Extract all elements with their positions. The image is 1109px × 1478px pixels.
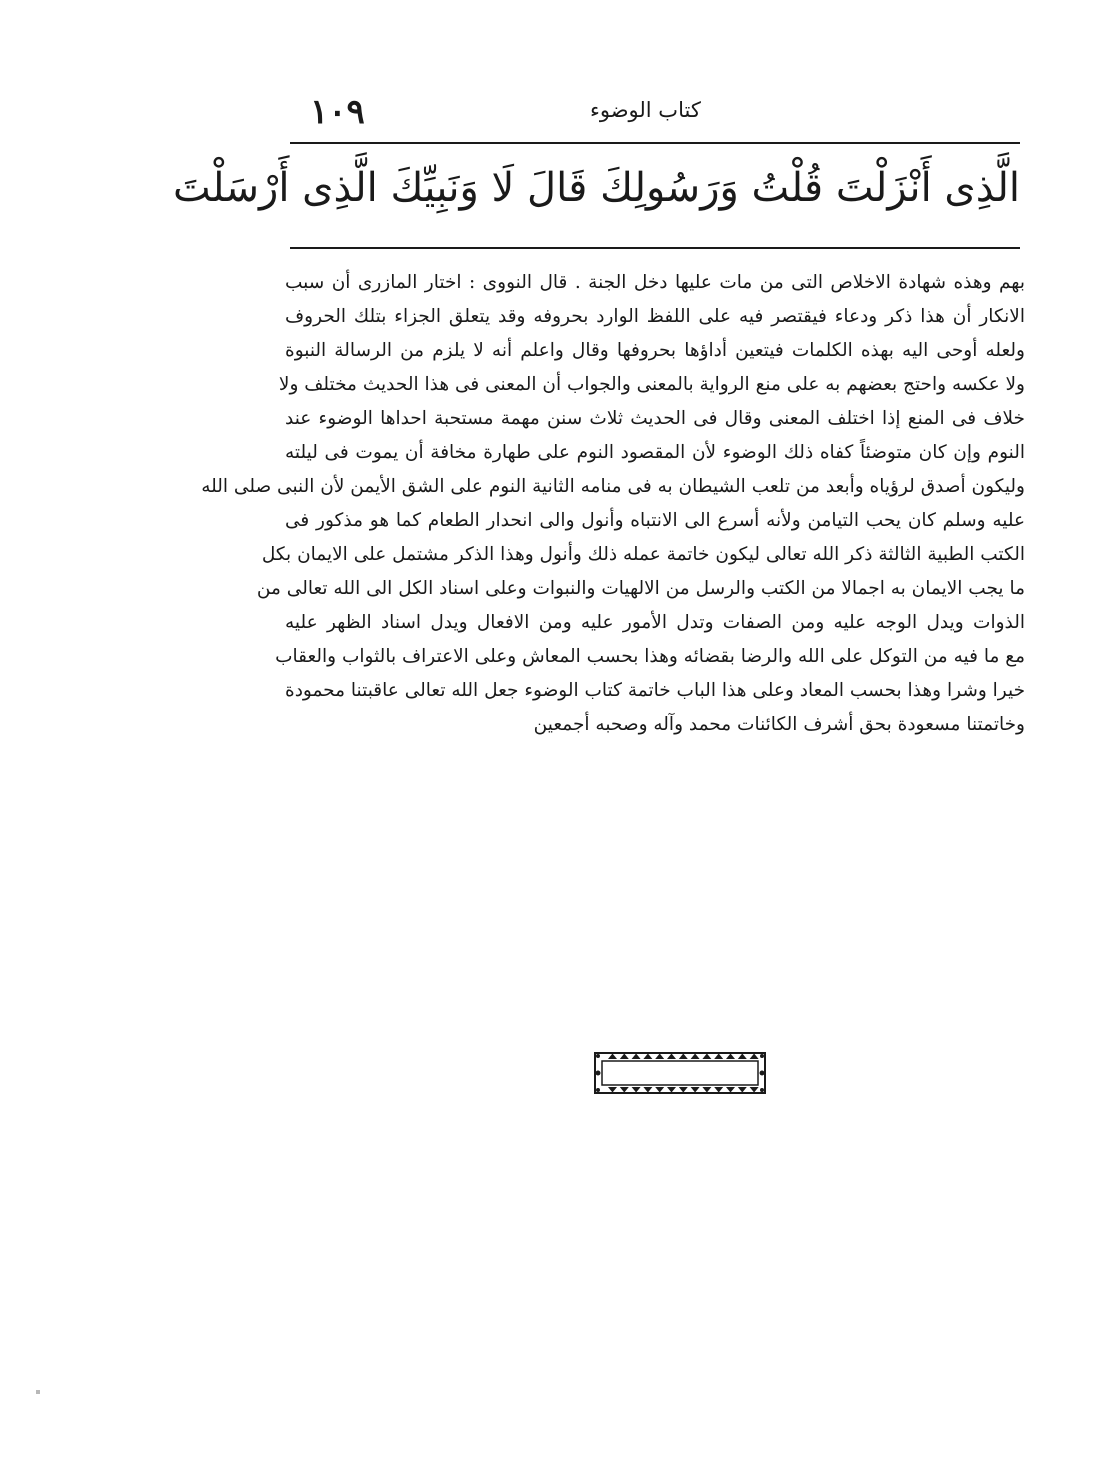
text-line: ولعله أوحى اليه بهذه الكلمات فيتعين أداؤها بحروفها وقال واعلم أنه لا يلزم من الرسالة النبوة [285, 340, 1025, 361]
text-line: خلاف فى المنع إذا اختلف المعنى وقال فى الحديث ثلاث سنن مهمة مستحبة احداها الوضوء عند [285, 408, 1025, 429]
header-rule [290, 142, 1020, 144]
scan-speck [36, 1390, 40, 1394]
hadith-quote: الَّذِى أَنْزَلْتَ قُلْتُ وَرَسُولِكَ قَالَ لَا وَنَبِيِّكَ الَّذِى أَرْسَلْتَ [172, 165, 1020, 211]
text-line: الكتب الطبية الثالثة ذكر الله تعالى ليكون خاتمة عمله ذلك وأنول وهذا الذكر مشتمل على الايمان بكل [261, 544, 1025, 565]
running-title: كتاب الوضوء [590, 98, 701, 122]
text-line: وليكون أصدق لرؤياه وأبعد من تلعب الشيطان به فى منامه الثانية النوم على الشق الأيمن لأن النبى صلى الله [201, 476, 1025, 497]
text-line: وخاتمتنا مسعودة بحق أشرف الكائنات محمد وآله وصحبه أجمعين [533, 714, 1025, 735]
text-line: الانكار أن هذا ذكر ودعاء فيقتصر فيه على اللفظ الوارد بحروفه وقد يتعلق الجزاء بتلك الحروف [285, 306, 1025, 327]
text-line: الذوات ويدل الوجه عليه ومن الصفات وتدل الأمور عليه ومن الافعال ويدل اسناد الظهر عليه [285, 612, 1025, 633]
text-line: بهم وهذه شهادة الاخلاص التى من مات عليها دخل الجنة . قال النووى : اختار المازرى أن سبب [285, 272, 1025, 293]
text-line: خيرا وشرا وهذا بحسب المعاد وعلى هذا الباب خاتمة كتاب الوضوء جعل الله تعالى عاقبتنا محمودة [285, 680, 1025, 701]
text-line: مع ما فيه من التوكل على الله والرضا بقضائه وهذا بحسب المعاش وعلى الاعتراف بالثواب والعقاب [275, 646, 1025, 667]
commentary-text [201, 266, 1025, 742]
decorative-tailpiece-icon [592, 1050, 768, 1096]
page-number: ١٠٩ [310, 92, 365, 132]
text-line: عليه وسلم كان يحب التيامن ولأنه أسرع الى الانتباه وأنول والى انحدار الطعام كما هو مذكور فى [285, 510, 1025, 531]
text-line: ما يجب الايمان به اجمالا من الكتب والرسل من الالهيات والنبوات وعلى اسناد الكل الى الله تعالى من [256, 578, 1025, 599]
text-line: ولا عكسه واحتج بعضهم به على منع الرواية بالمعنى والجواب أن المعنى فى هذا الحديث مختلف ولا [278, 374, 1025, 395]
text-line: النوم وإن كان متوضئاً كفاه ذلك الوضوء لأن المقصود النوم على طهارة مخافة أن يموت فى ليلته [285, 442, 1025, 463]
page-header [290, 92, 1020, 136]
separator-rule [290, 247, 1020, 249]
